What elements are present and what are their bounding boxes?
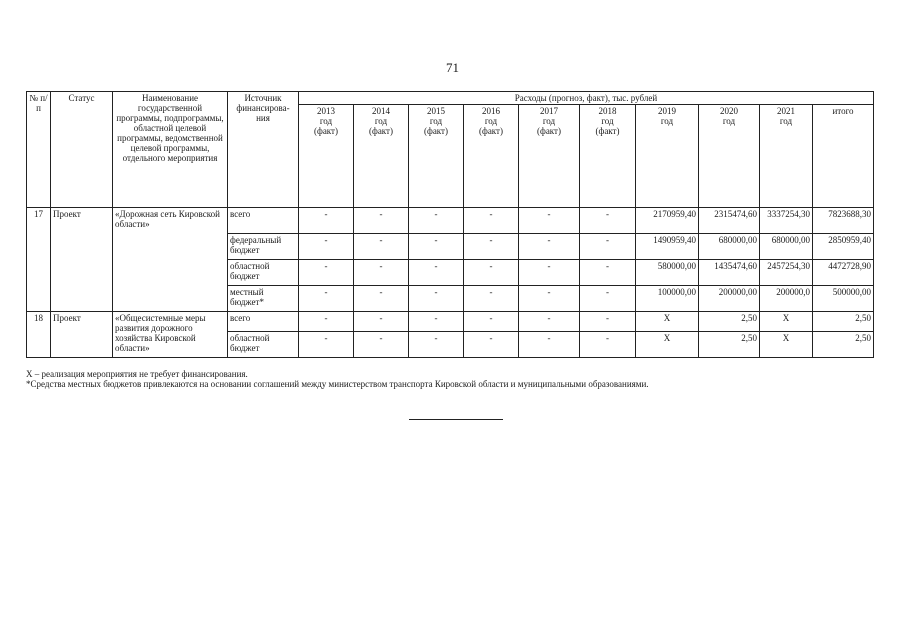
row-total-cell: 4472728,90 — [813, 260, 874, 286]
row-source: областной бюджет — [228, 260, 299, 286]
footnote-x: Х – реализация мероприятия не требует финансирования. — [26, 369, 248, 379]
header-status: Статус — [51, 92, 113, 208]
row-value-cell: - — [354, 286, 409, 312]
header-year-2016: 2016 год (факт) — [464, 105, 519, 208]
header-year-2019: 2019 год — [636, 105, 699, 208]
header-year-2017: 2017 год (факт) — [519, 105, 580, 208]
row-value-cell: - — [354, 332, 409, 358]
row-value-cell: - — [299, 332, 354, 358]
row-total-cell: 2,50 — [813, 332, 874, 358]
row-value-cell: - — [409, 260, 464, 286]
row-value-cell: - — [580, 286, 636, 312]
row-value-cell: Х — [636, 332, 699, 358]
row-value-cell: 680000,00 — [699, 234, 760, 260]
row-value-cell: - — [409, 332, 464, 358]
header-year-2021: 2021 год — [760, 105, 813, 208]
header-year-2018: 2018 год (факт) — [580, 105, 636, 208]
row-number: 18 — [27, 312, 51, 358]
row-status: Проект — [51, 312, 113, 358]
row-value-cell: - — [409, 286, 464, 312]
row-value-cell: - — [519, 286, 580, 312]
row-value-cell: - — [464, 208, 519, 234]
row-value-cell: 580000,00 — [636, 260, 699, 286]
table-row — [27, 312, 874, 332]
row-value-cell: - — [580, 260, 636, 286]
row-value-cell: - — [464, 312, 519, 332]
row-value-cell: Х — [760, 312, 813, 332]
separator-line — [409, 419, 503, 420]
header-expenses-group: Расходы (прогноз, факт), тыс. рублей — [299, 92, 874, 105]
row-value-cell: - — [519, 260, 580, 286]
row-value-cell: Х — [636, 312, 699, 332]
footnote-local-budget: *Средства местных бюджетов привлекаются на основании соглашений между министерством транспорта Кировской области и муниципальными образованиями. — [26, 379, 649, 389]
row-value-cell: 100000,00 — [636, 286, 699, 312]
row-value-cell: - — [519, 208, 580, 234]
row-value-cell: - — [354, 234, 409, 260]
row-value-cell: 2170959,40 — [636, 208, 699, 234]
row-value-cell: - — [464, 332, 519, 358]
row-value-cell: - — [299, 234, 354, 260]
row-value-cell: 200000,00 — [699, 286, 760, 312]
row-value-cell: 3337254,30 — [760, 208, 813, 234]
row-status: Проект — [51, 208, 113, 312]
row-value-cell: - — [354, 208, 409, 234]
row-value-cell: - — [580, 332, 636, 358]
header-year-2013: 2013 год (факт) — [299, 105, 354, 208]
row-total-cell: 2,50 — [813, 312, 874, 332]
row-value-cell: - — [299, 208, 354, 234]
row-value-cell: - — [519, 234, 580, 260]
row-total-cell: 500000,00 — [813, 286, 874, 312]
row-value-cell: - — [354, 260, 409, 286]
row-value-cell: 1435474,60 — [699, 260, 760, 286]
table-row — [27, 208, 874, 234]
footnotes — [26, 369, 649, 389]
row-name: «Дорожная сеть Кировской области» — [113, 208, 228, 312]
row-value-cell: - — [464, 286, 519, 312]
row-source: всего — [228, 208, 299, 234]
row-value-cell: - — [299, 260, 354, 286]
row-value-cell: - — [464, 234, 519, 260]
row-value-cell: Х — [760, 332, 813, 358]
row-value-cell: - — [580, 312, 636, 332]
header-source: Источник финансирова-ния — [228, 92, 299, 208]
row-value-cell: 2457254,30 — [760, 260, 813, 286]
row-value-cell: - — [409, 234, 464, 260]
row-source: областной бюджет — [228, 332, 299, 358]
row-value-cell: - — [409, 312, 464, 332]
row-total-cell: 7823688,30 — [813, 208, 874, 234]
header-name: Наименование государственной программы, подпрограммы, областной целевой программы, ведомственной целевой программы, отдельного мероприятия — [113, 92, 228, 208]
row-value-cell: 2315474,60 — [699, 208, 760, 234]
header-num: № п/п — [27, 92, 51, 208]
header-year-2015: 2015 год (факт) — [409, 105, 464, 208]
page-number: 71 — [446, 60, 459, 75]
row-value-cell: - — [299, 286, 354, 312]
row-value-cell: 1490959,40 — [636, 234, 699, 260]
header-year-2014: 2014 год (факт) — [354, 105, 409, 208]
row-total-cell: 2850959,40 — [813, 234, 874, 260]
row-value-cell: - — [299, 312, 354, 332]
row-value-cell: 680000,00 — [760, 234, 813, 260]
row-source: всего — [228, 312, 299, 332]
row-value-cell: 2,50 — [699, 312, 760, 332]
row-name: «Общесистемные меры развития дорожного хозяйства Кировской области» — [113, 312, 228, 358]
row-value-cell: - — [580, 234, 636, 260]
budget-table — [26, 91, 874, 358]
row-value-cell: - — [519, 332, 580, 358]
row-value-cell: - — [464, 260, 519, 286]
row-value-cell: - — [354, 312, 409, 332]
row-value-cell: - — [580, 208, 636, 234]
row-source: местный бюджет* — [228, 286, 299, 312]
row-value-cell: 2,50 — [699, 332, 760, 358]
row-value-cell: - — [519, 312, 580, 332]
row-value-cell: - — [409, 208, 464, 234]
row-number: 17 — [27, 208, 51, 312]
header-total: итого — [813, 105, 874, 208]
table-header — [27, 92, 874, 208]
row-source: федеральный бюджет — [228, 234, 299, 260]
table-body — [27, 208, 874, 358]
row-value-cell: 200000,0 — [760, 286, 813, 312]
header-year-2020: 2020 год — [699, 105, 760, 208]
